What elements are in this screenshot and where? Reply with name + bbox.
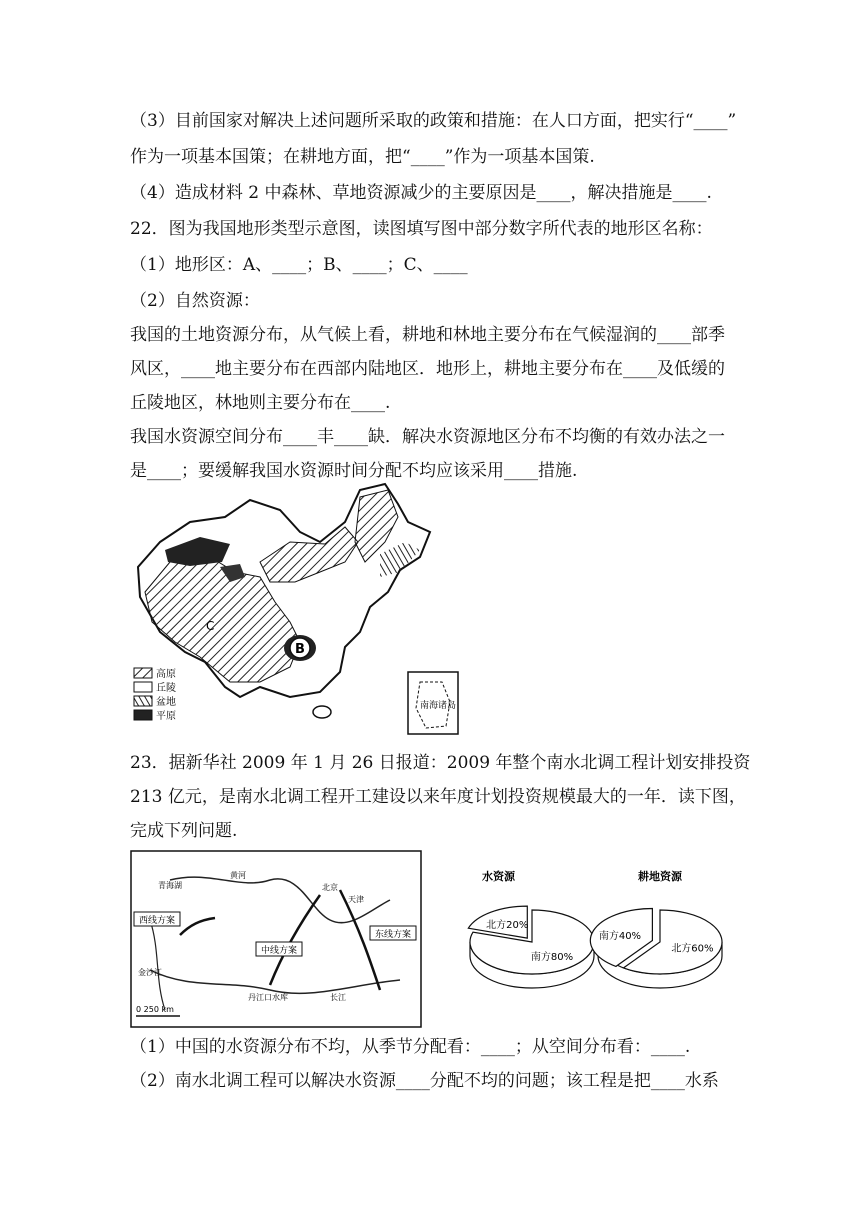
q23-line2: 213 亿元，是南水北调工程开工建设以来年度计划投资规模最大的一年．读下图， xyxy=(130,787,746,807)
map-scale: 0 250 km xyxy=(136,1005,174,1014)
terrain-map xyxy=(130,482,465,740)
legend-plain: 平原 xyxy=(156,711,176,722)
pie1-title: 水资源 xyxy=(482,870,515,883)
place-jinsha: 金沙江 xyxy=(138,968,162,977)
legend-plateau: 高原 xyxy=(156,669,176,680)
place-yangtze: 长江 xyxy=(330,993,346,1002)
q22-title: 22．图为我国地形类型示意图，读图填写图中部分数字所代表的地形区名称： xyxy=(130,219,713,239)
inset-label: 南海诸岛 xyxy=(420,701,457,711)
q23-line3: 完成下列问题. xyxy=(130,821,238,841)
resource-pie-charts xyxy=(462,862,724,1022)
q22-water-line1: 我国水资源空间分布____丰____缺．解决水资源地区分布不均衡的有效办法之一 xyxy=(130,427,725,447)
q21-3-line2: 作为一项基本国策；在耕地方面，把“____”作为一项基本国策. xyxy=(130,147,595,167)
q22-water-line2: 是____；要缓解我国水资源时间分配不均应该采用____措施. xyxy=(130,461,578,481)
q23-line1: 23．据新华社 2009 年 1 月 26 日报道：2009 年整个南水北调工程计划安排投资 xyxy=(130,753,751,773)
q22-land-line1: 我国的土地资源分布，从气候上看，耕地和林地主要分布在气候湿润的____部季 xyxy=(130,325,725,345)
q22-1-line: （1）地形区：A、____；B、____；C、____ xyxy=(130,255,468,275)
pie2-title: 耕地资源 xyxy=(638,870,682,883)
west-route-label: 西线方案 xyxy=(138,916,176,926)
east-route-label: 东线方案 xyxy=(374,930,412,940)
hainan-island xyxy=(313,706,331,718)
diversion-map xyxy=(130,850,422,1028)
marker-c-label: C xyxy=(206,619,215,633)
q22-land-line3: 丘陵地区，林地则主要分布在____. xyxy=(130,393,391,413)
q23-2-line: （2）南水北调工程可以解决水资源____分配不均的问题；该工程是把____水系 xyxy=(130,1071,719,1091)
q23-1-line: （1）中国的水资源分布不均，从季节分配看：____；从空间分布看：____. xyxy=(130,1037,691,1057)
place-beijing: 北京 xyxy=(322,883,338,892)
place-qinghai-lake: 青海湖 xyxy=(158,881,182,890)
q22-2-heading: （2）自然资源： xyxy=(130,291,260,311)
place-danjiangkou: 丹江口水库 xyxy=(248,993,288,1002)
place-yellow: 黄河 xyxy=(230,871,246,880)
q22-land-line2: 风区，____地主要分布在西部内陆地区．地形上，耕地主要分布在____及低缓的 xyxy=(130,359,725,379)
pie1-label-0: 南方80% xyxy=(530,952,574,964)
terrain-legend xyxy=(134,667,176,722)
q21-4-line: （4）造成材料 2 中森林、草地资源减少的主要原因是____，解决措施是____. xyxy=(130,183,712,203)
pie2-label-0: 北方60% xyxy=(671,943,714,955)
pie1-label-1: 北方20% xyxy=(486,919,529,931)
pie2-label-1: 南方40% xyxy=(598,931,642,943)
middle-route-label: 中线方案 xyxy=(260,946,298,956)
q21-3-line1: （3）目前国家对解决上述问题所采取的政策和措施：在人口方面，把实行“____” xyxy=(130,111,737,131)
legend-hills: 丘陵 xyxy=(156,683,176,694)
legend-basin: 盆地 xyxy=(156,697,176,708)
place-tianjin: 天津 xyxy=(348,895,364,904)
marker-b-label: B xyxy=(295,642,305,657)
